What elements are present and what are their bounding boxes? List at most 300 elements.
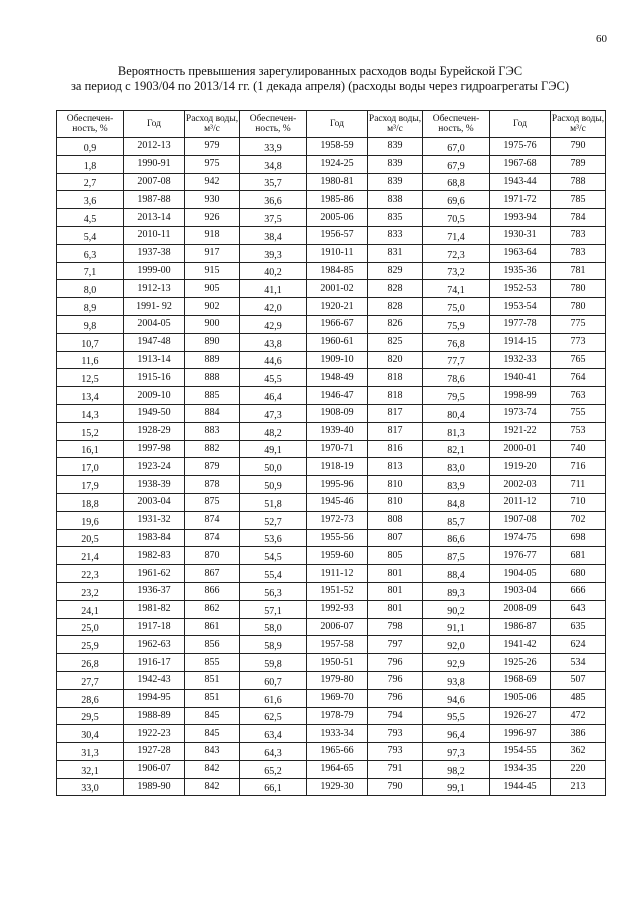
table-row bbox=[57, 173, 606, 191]
flow-cell: 790 bbox=[368, 778, 423, 796]
year-cell: 1905-06 bbox=[490, 689, 551, 707]
table-row bbox=[57, 654, 606, 672]
flow-cell: 781 bbox=[551, 262, 606, 280]
probability-cell: 32,1 bbox=[57, 760, 124, 778]
flow-cell: 915 bbox=[185, 262, 240, 280]
flow-cell: 820 bbox=[368, 351, 423, 369]
probability-cell: 26,8 bbox=[57, 654, 124, 672]
probability-cell: 15,2 bbox=[57, 422, 124, 440]
flow-cell: 785 bbox=[551, 191, 606, 209]
year-cell: 1997-98 bbox=[124, 440, 185, 458]
flow-cell: 856 bbox=[185, 636, 240, 654]
probability-cell: 40,2 bbox=[240, 262, 307, 280]
year-cell: 1962-63 bbox=[124, 636, 185, 654]
probability-cell: 1,8 bbox=[57, 155, 124, 173]
year-cell: 1977-78 bbox=[490, 315, 551, 333]
flow-cell: 783 bbox=[551, 244, 606, 262]
year-cell: 1904-05 bbox=[490, 565, 551, 583]
table-row bbox=[57, 511, 606, 529]
probability-cell: 76,8 bbox=[423, 333, 490, 351]
year-cell: 1945-46 bbox=[307, 493, 368, 511]
probability-cell: 20,5 bbox=[57, 529, 124, 547]
year-cell: 1910-11 bbox=[307, 244, 368, 262]
year-cell: 1974-75 bbox=[490, 529, 551, 547]
probability-cell: 55,4 bbox=[240, 565, 307, 583]
year-cell: 1976-77 bbox=[490, 547, 551, 565]
probability-cell: 56,3 bbox=[240, 582, 307, 600]
year-cell: 1929-30 bbox=[307, 778, 368, 796]
year-cell: 1938-39 bbox=[124, 476, 185, 494]
probability-cell: 25,0 bbox=[57, 618, 124, 636]
year-cell: 1970-71 bbox=[307, 440, 368, 458]
flow-cell: 702 bbox=[551, 511, 606, 529]
year-cell: 1906-07 bbox=[124, 760, 185, 778]
flow-cell: 765 bbox=[551, 351, 606, 369]
table-row bbox=[57, 476, 606, 494]
probability-cell: 50,0 bbox=[240, 458, 307, 476]
year-cell: 1960-61 bbox=[307, 333, 368, 351]
probability-cell: 39,3 bbox=[240, 244, 307, 262]
flow-cell: 879 bbox=[185, 458, 240, 476]
flow-cell: 845 bbox=[185, 725, 240, 743]
header-probability-1: Обеспечен-ность, % bbox=[57, 111, 124, 138]
probability-cell: 27,7 bbox=[57, 671, 124, 689]
table-row bbox=[57, 636, 606, 654]
probability-cell: 73,2 bbox=[423, 262, 490, 280]
flow-cell: 807 bbox=[368, 529, 423, 547]
header-probability-2: Обеспечен-ность, % bbox=[240, 111, 307, 138]
probability-cell: 17,0 bbox=[57, 458, 124, 476]
year-cell: 2001-02 bbox=[307, 280, 368, 298]
year-cell: 1921-22 bbox=[490, 422, 551, 440]
table-row bbox=[57, 725, 606, 743]
probability-cell: 29,5 bbox=[57, 707, 124, 725]
probability-cell: 41,1 bbox=[240, 280, 307, 298]
flow-cell: 794 bbox=[368, 707, 423, 725]
probability-cell: 9,8 bbox=[57, 315, 124, 333]
probability-cell: 43,8 bbox=[240, 333, 307, 351]
probability-cell: 10,7 bbox=[57, 333, 124, 351]
flow-cell: 839 bbox=[368, 155, 423, 173]
table-row bbox=[57, 315, 606, 333]
year-cell: 1911-12 bbox=[307, 565, 368, 583]
flow-cell: 839 bbox=[368, 173, 423, 191]
probability-cell: 33,0 bbox=[57, 778, 124, 796]
probability-cell: 14,3 bbox=[57, 404, 124, 422]
year-cell: 1990-91 bbox=[124, 155, 185, 173]
probability-cell: 62,5 bbox=[240, 707, 307, 725]
year-cell: 1928-29 bbox=[124, 422, 185, 440]
year-cell: 1914-15 bbox=[490, 333, 551, 351]
year-cell: 1922-23 bbox=[124, 725, 185, 743]
table-row bbox=[57, 333, 606, 351]
probability-cell: 11,6 bbox=[57, 351, 124, 369]
flow-cell: 753 bbox=[551, 422, 606, 440]
flow-cell: 885 bbox=[185, 387, 240, 405]
probability-cell: 75,0 bbox=[423, 298, 490, 316]
flow-cell: 810 bbox=[368, 493, 423, 511]
table-row bbox=[57, 689, 606, 707]
probability-cell: 63,4 bbox=[240, 725, 307, 743]
header-flow-3: Расход воды, м³/с bbox=[551, 111, 606, 138]
flow-cell: 831 bbox=[368, 244, 423, 262]
year-cell: 1969-70 bbox=[307, 689, 368, 707]
probability-cell: 5,4 bbox=[57, 226, 124, 244]
flow-cell: 905 bbox=[185, 280, 240, 298]
year-cell: 1915-16 bbox=[124, 369, 185, 387]
year-cell: 1955-56 bbox=[307, 529, 368, 547]
flow-cell: 801 bbox=[368, 582, 423, 600]
probability-cell: 78,6 bbox=[423, 369, 490, 387]
flow-cell: 796 bbox=[368, 654, 423, 672]
year-cell: 1988-89 bbox=[124, 707, 185, 725]
probability-cell: 42,9 bbox=[240, 315, 307, 333]
flow-cell: 793 bbox=[368, 743, 423, 761]
table-row bbox=[57, 565, 606, 583]
flow-cell: 790 bbox=[551, 138, 606, 156]
flow-cell: 507 bbox=[551, 671, 606, 689]
flow-cell: 810 bbox=[368, 476, 423, 494]
flow-cell: 866 bbox=[185, 582, 240, 600]
flow-cell: 680 bbox=[551, 565, 606, 583]
year-cell: 1951-52 bbox=[307, 582, 368, 600]
year-cell: 1984-85 bbox=[307, 262, 368, 280]
probability-cell: 22,3 bbox=[57, 565, 124, 583]
table-row bbox=[57, 155, 606, 173]
probability-cell: 31,3 bbox=[57, 743, 124, 761]
probability-cell: 17,9 bbox=[57, 476, 124, 494]
year-cell: 1971-72 bbox=[490, 191, 551, 209]
flow-cell: 796 bbox=[368, 689, 423, 707]
flow-cell: 842 bbox=[185, 760, 240, 778]
year-cell: 2007-08 bbox=[124, 173, 185, 191]
flow-cell: 843 bbox=[185, 743, 240, 761]
year-cell: 1993-94 bbox=[490, 209, 551, 227]
flow-cell: 773 bbox=[551, 333, 606, 351]
flow-cell: 918 bbox=[185, 226, 240, 244]
probability-cell: 59,8 bbox=[240, 654, 307, 672]
flow-cell: 838 bbox=[368, 191, 423, 209]
header-probability-3: Обеспечен-ность, % bbox=[423, 111, 490, 138]
year-cell: 1903-04 bbox=[490, 582, 551, 600]
flow-cell: 839 bbox=[368, 138, 423, 156]
table-row bbox=[57, 582, 606, 600]
flow-cell: 817 bbox=[368, 422, 423, 440]
flow-cell: 826 bbox=[368, 315, 423, 333]
document-title bbox=[30, 64, 610, 94]
probability-cell: 48,2 bbox=[240, 422, 307, 440]
table-row bbox=[57, 191, 606, 209]
flow-cell: 698 bbox=[551, 529, 606, 547]
year-cell: 2013-14 bbox=[124, 209, 185, 227]
table-row bbox=[57, 351, 606, 369]
flow-cell: 835 bbox=[368, 209, 423, 227]
flow-cell: 828 bbox=[368, 298, 423, 316]
probability-cell: 82,1 bbox=[423, 440, 490, 458]
flow-cell: 801 bbox=[368, 600, 423, 618]
probability-cell: 45,5 bbox=[240, 369, 307, 387]
year-cell: 1933-34 bbox=[307, 725, 368, 743]
year-cell: 2006-07 bbox=[307, 618, 368, 636]
probability-cell: 81,3 bbox=[423, 422, 490, 440]
probability-cell: 58,0 bbox=[240, 618, 307, 636]
year-cell: 1973-74 bbox=[490, 404, 551, 422]
year-cell: 1935-36 bbox=[490, 262, 551, 280]
year-cell: 1930-31 bbox=[490, 226, 551, 244]
header-flow-2: Расход воды, м³/с bbox=[368, 111, 423, 138]
year-cell: 1931-32 bbox=[124, 511, 185, 529]
probability-cell: 38,4 bbox=[240, 226, 307, 244]
year-cell: 1978-79 bbox=[307, 707, 368, 725]
table-row bbox=[57, 618, 606, 636]
probability-cell: 64,3 bbox=[240, 743, 307, 761]
flow-cell: 930 bbox=[185, 191, 240, 209]
flow-cell: 817 bbox=[368, 404, 423, 422]
probability-cell: 91,1 bbox=[423, 618, 490, 636]
flow-cell: 681 bbox=[551, 547, 606, 565]
year-cell: 1952-53 bbox=[490, 280, 551, 298]
probability-cell: 51,8 bbox=[240, 493, 307, 511]
probability-cell: 46,4 bbox=[240, 387, 307, 405]
flow-cell: 884 bbox=[185, 404, 240, 422]
year-cell: 1942-43 bbox=[124, 671, 185, 689]
probability-cell: 88,4 bbox=[423, 565, 490, 583]
flow-cell: 780 bbox=[551, 280, 606, 298]
flow-cell: 890 bbox=[185, 333, 240, 351]
title-line-2: за период с 1903/04 по 2013/14 гг. (1 декада апреля) (расходы воды через гидроагрегаты ГЭС) bbox=[70, 79, 570, 93]
flow-cell: 798 bbox=[368, 618, 423, 636]
year-cell: 1946-47 bbox=[307, 387, 368, 405]
year-cell: 1996-97 bbox=[490, 725, 551, 743]
year-cell: 1968-69 bbox=[490, 671, 551, 689]
table-row bbox=[57, 404, 606, 422]
flow-cell: 764 bbox=[551, 369, 606, 387]
year-cell: 1966-67 bbox=[307, 315, 368, 333]
year-cell: 1980-81 bbox=[307, 173, 368, 191]
flow-cell: 942 bbox=[185, 173, 240, 191]
flow-cell: 755 bbox=[551, 404, 606, 422]
flow-cell: 796 bbox=[368, 671, 423, 689]
year-cell: 1926-27 bbox=[490, 707, 551, 725]
probability-cell: 71,4 bbox=[423, 226, 490, 244]
probability-cell: 2,7 bbox=[57, 173, 124, 191]
probability-cell: 37,5 bbox=[240, 209, 307, 227]
year-cell: 1963-64 bbox=[490, 244, 551, 262]
table-row bbox=[57, 743, 606, 761]
year-cell: 2009-10 bbox=[124, 387, 185, 405]
probability-cell: 57,1 bbox=[240, 600, 307, 618]
probability-cell: 49,1 bbox=[240, 440, 307, 458]
year-cell: 1917-18 bbox=[124, 618, 185, 636]
flow-cell: 825 bbox=[368, 333, 423, 351]
flow-cell: 740 bbox=[551, 440, 606, 458]
flow-cell: 784 bbox=[551, 209, 606, 227]
probability-cell: 42,0 bbox=[240, 298, 307, 316]
table-header-row bbox=[57, 111, 606, 138]
probability-cell: 96,4 bbox=[423, 725, 490, 743]
year-cell: 1991- 92 bbox=[124, 298, 185, 316]
year-cell: 1994-95 bbox=[124, 689, 185, 707]
year-cell: 1941-42 bbox=[490, 636, 551, 654]
probability-cell: 30,4 bbox=[57, 725, 124, 743]
probability-cell: 89,3 bbox=[423, 582, 490, 600]
table-row bbox=[57, 262, 606, 280]
probability-cell: 74,1 bbox=[423, 280, 490, 298]
probability-cell: 93,8 bbox=[423, 671, 490, 689]
table-row bbox=[57, 760, 606, 778]
year-cell: 1908-09 bbox=[307, 404, 368, 422]
flow-cell: 797 bbox=[368, 636, 423, 654]
year-cell: 1924-25 bbox=[307, 155, 368, 173]
year-cell: 1954-55 bbox=[490, 743, 551, 761]
year-cell: 1950-51 bbox=[307, 654, 368, 672]
flow-cell: 979 bbox=[185, 138, 240, 156]
flow-cell: 883 bbox=[185, 422, 240, 440]
year-cell: 1958-59 bbox=[307, 138, 368, 156]
year-cell: 1940-41 bbox=[490, 369, 551, 387]
flow-cell: 472 bbox=[551, 707, 606, 725]
year-cell: 1999-00 bbox=[124, 262, 185, 280]
probability-cell: 18,8 bbox=[57, 493, 124, 511]
probability-cell: 68,8 bbox=[423, 173, 490, 191]
flow-cell: 874 bbox=[185, 511, 240, 529]
flow-cell: 485 bbox=[551, 689, 606, 707]
flow-cell: 220 bbox=[551, 760, 606, 778]
header-flow-1: Расход воды, м³/с bbox=[185, 111, 240, 138]
year-cell: 2003-04 bbox=[124, 493, 185, 511]
year-cell: 1936-37 bbox=[124, 582, 185, 600]
probability-cell: 8,0 bbox=[57, 280, 124, 298]
probability-cell: 61,6 bbox=[240, 689, 307, 707]
year-cell: 1949-50 bbox=[124, 404, 185, 422]
probability-cell: 69,6 bbox=[423, 191, 490, 209]
year-cell: 1916-17 bbox=[124, 654, 185, 672]
year-cell: 2005-06 bbox=[307, 209, 368, 227]
flow-cell: 534 bbox=[551, 654, 606, 672]
flow-cell: 833 bbox=[368, 226, 423, 244]
flow-cell: 828 bbox=[368, 280, 423, 298]
probability-cell: 67,0 bbox=[423, 138, 490, 156]
probability-cell: 8,9 bbox=[57, 298, 124, 316]
year-cell: 1957-58 bbox=[307, 636, 368, 654]
probability-cell: 79,5 bbox=[423, 387, 490, 405]
table-row bbox=[57, 707, 606, 725]
year-cell: 1983-84 bbox=[124, 529, 185, 547]
year-cell: 1995-96 bbox=[307, 476, 368, 494]
flow-cell: 710 bbox=[551, 493, 606, 511]
flow-cell: 793 bbox=[368, 725, 423, 743]
table-row bbox=[57, 387, 606, 405]
flow-cell: 902 bbox=[185, 298, 240, 316]
flow-cell: 666 bbox=[551, 582, 606, 600]
flow-cell: 889 bbox=[185, 351, 240, 369]
probability-cell: 34,8 bbox=[240, 155, 307, 173]
probability-cell: 72,3 bbox=[423, 244, 490, 262]
year-cell: 1932-33 bbox=[490, 351, 551, 369]
year-cell: 1959-60 bbox=[307, 547, 368, 565]
probability-cell: 13,4 bbox=[57, 387, 124, 405]
probability-cell: 0,9 bbox=[57, 138, 124, 156]
probability-cell: 70,5 bbox=[423, 209, 490, 227]
year-cell: 1912-13 bbox=[124, 280, 185, 298]
probability-cell: 19,6 bbox=[57, 511, 124, 529]
flow-cell: 975 bbox=[185, 155, 240, 173]
flow-cell: 805 bbox=[368, 547, 423, 565]
flow-cell: 808 bbox=[368, 511, 423, 529]
year-cell: 1943-44 bbox=[490, 173, 551, 191]
flow-cell: 624 bbox=[551, 636, 606, 654]
flow-cell: 643 bbox=[551, 600, 606, 618]
page-number: 60 bbox=[596, 33, 607, 45]
year-cell: 1913-14 bbox=[124, 351, 185, 369]
year-cell: 1934-35 bbox=[490, 760, 551, 778]
flow-cell: 851 bbox=[185, 689, 240, 707]
table-row bbox=[57, 280, 606, 298]
flow-cell: 780 bbox=[551, 298, 606, 316]
probability-cell: 86,6 bbox=[423, 529, 490, 547]
probability-cell: 97,3 bbox=[423, 743, 490, 761]
probability-cell: 35,7 bbox=[240, 173, 307, 191]
year-cell: 1992-93 bbox=[307, 600, 368, 618]
probability-cell: 7,1 bbox=[57, 262, 124, 280]
year-cell: 1939-40 bbox=[307, 422, 368, 440]
year-cell: 1907-08 bbox=[490, 511, 551, 529]
year-cell: 1986-87 bbox=[490, 618, 551, 636]
probability-cell: 67,9 bbox=[423, 155, 490, 173]
header-year-1: Год bbox=[124, 111, 185, 138]
flow-cell: 851 bbox=[185, 671, 240, 689]
probability-cell: 83,0 bbox=[423, 458, 490, 476]
probability-cell: 53,6 bbox=[240, 529, 307, 547]
year-cell: 1975-76 bbox=[490, 138, 551, 156]
flow-cell: 845 bbox=[185, 707, 240, 725]
flow-cell: 875 bbox=[185, 493, 240, 511]
probability-cell: 92,0 bbox=[423, 636, 490, 654]
year-cell: 1956-57 bbox=[307, 226, 368, 244]
flow-cell: 862 bbox=[185, 600, 240, 618]
probability-cell: 95,5 bbox=[423, 707, 490, 725]
flow-cell: 878 bbox=[185, 476, 240, 494]
year-cell: 1972-73 bbox=[307, 511, 368, 529]
year-cell: 1985-86 bbox=[307, 191, 368, 209]
probability-cell: 65,2 bbox=[240, 760, 307, 778]
year-cell: 1925-26 bbox=[490, 654, 551, 672]
probability-cell: 28,6 bbox=[57, 689, 124, 707]
flow-cell: 635 bbox=[551, 618, 606, 636]
table-row bbox=[57, 422, 606, 440]
year-cell: 1944-45 bbox=[490, 778, 551, 796]
year-cell: 2012-13 bbox=[124, 138, 185, 156]
probability-cell: 6,3 bbox=[57, 244, 124, 262]
flow-cell: 818 bbox=[368, 387, 423, 405]
probability-cell: 25,9 bbox=[57, 636, 124, 654]
year-cell: 1998-99 bbox=[490, 387, 551, 405]
flow-cell: 874 bbox=[185, 529, 240, 547]
flow-probability-table bbox=[56, 110, 606, 796]
probability-cell: 52,7 bbox=[240, 511, 307, 529]
flow-cell: 386 bbox=[551, 725, 606, 743]
probability-cell: 87,5 bbox=[423, 547, 490, 565]
year-cell: 1989-90 bbox=[124, 778, 185, 796]
table-row bbox=[57, 547, 606, 565]
probability-cell: 85,7 bbox=[423, 511, 490, 529]
table-row bbox=[57, 671, 606, 689]
flow-cell: 818 bbox=[368, 369, 423, 387]
year-cell: 1918-19 bbox=[307, 458, 368, 476]
probability-cell: 23,2 bbox=[57, 582, 124, 600]
year-cell: 1947-48 bbox=[124, 333, 185, 351]
flow-cell: 867 bbox=[185, 565, 240, 583]
